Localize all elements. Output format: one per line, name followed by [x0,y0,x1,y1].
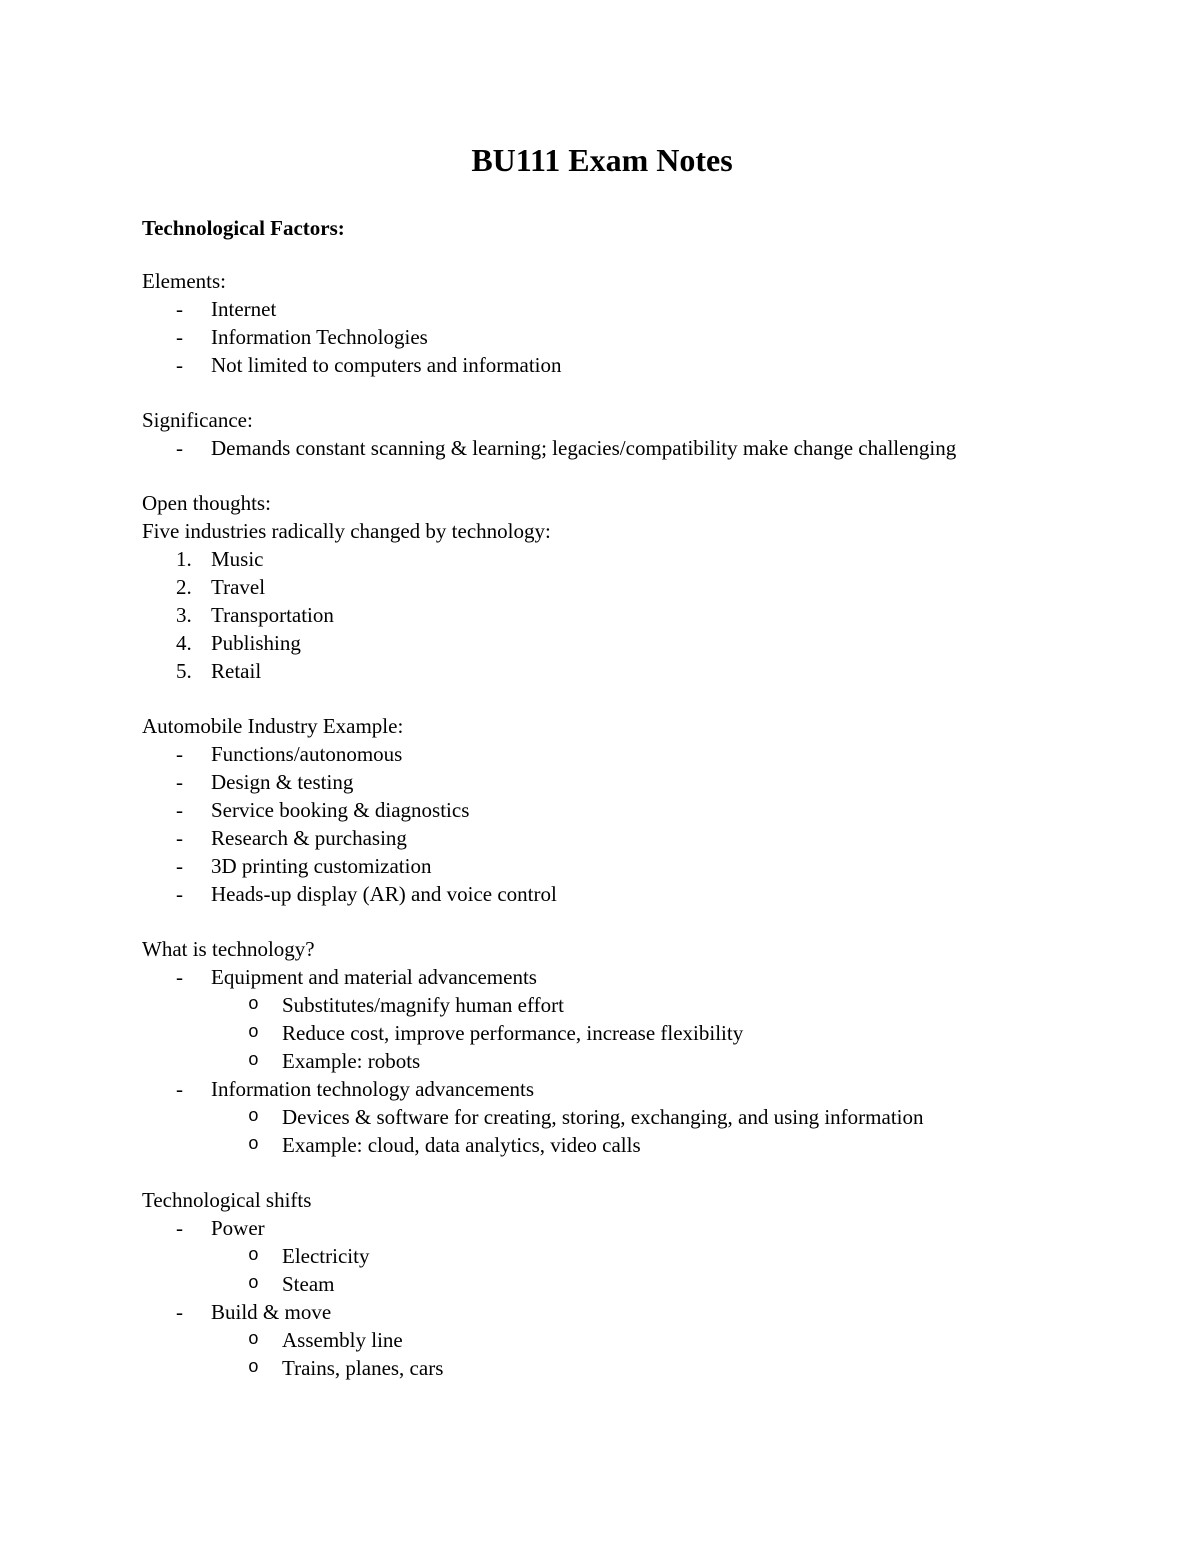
number-marker: 3. [176,603,192,627]
circle-marker: o [248,1358,259,1378]
list-item [142,740,1062,768]
circle-marker: o [248,1135,259,1155]
circle-marker: o [248,995,259,1015]
list-item [142,852,1062,880]
sub-list-item [142,1131,1062,1159]
list-item-text: Heads-up display (AR) and voice control [211,882,557,906]
list-item-text: Service booking & diagnostics [211,798,470,822]
dash-marker: - [176,826,183,850]
list-item [142,323,1062,351]
sub-item-text: Example: cloud, data analytics, video calls [282,1133,641,1157]
sub-list [142,1103,1062,1159]
circle-marker: o [248,1246,259,1266]
list-item [142,295,1062,323]
circle-marker: o [248,1107,259,1127]
sub-list-item [142,1270,1062,1298]
dash-marker: - [176,1216,183,1240]
list-item-text: 3D printing customization [211,854,432,878]
sub-list-item [142,1019,1062,1047]
list-item [142,351,1062,379]
list-item [142,629,1062,657]
sub-item-text: Reduce cost, improve performance, increase flexibility [282,1021,744,1045]
section-heading: Technological Factors: [142,216,345,240]
page-title: BU111 Exam Notes [471,142,733,178]
dash-marker: - [176,770,183,794]
list-item [142,545,1062,573]
sub-item-text: Substitutes/magnify human effort [282,993,564,1017]
sub-item-text: Steam [282,1272,335,1296]
sub-item-text: Assembly line [282,1328,403,1352]
sub-list-item [142,1242,1062,1270]
list-item-text: Publishing [211,631,301,655]
circle-marker: o [248,1051,259,1071]
list-item [142,796,1062,824]
list-item [142,768,1062,796]
sub-list [142,1242,1062,1298]
elements-label: Elements: [142,269,226,293]
circle-marker: o [248,1023,259,1043]
dash-marker: - [176,882,183,906]
list-item [142,434,1062,462]
dash-marker: - [176,965,183,989]
dash-marker: - [176,854,183,878]
circle-marker: o [248,1330,259,1350]
list-item-text: Research & purchasing [211,826,407,850]
dash-marker: - [176,742,183,766]
significance-list [142,434,1062,462]
list-item-text: Equipment and material advancements [211,965,537,989]
number-marker: 2. [176,575,192,599]
list-item-text: Demands constant scanning & learning; legacies/compatibility make change challenging [211,436,957,460]
dash-marker: - [176,325,183,349]
automobile-list [142,740,1062,908]
sub-list-item [142,1326,1062,1354]
number-marker: 5. [176,659,192,683]
sub-item-text: Devices & software for creating, storing, exchanging, and using information [282,1105,924,1129]
list-item-text: Travel [211,575,266,599]
open-thoughts-label: Open thoughts: [142,491,271,515]
sub-list [142,991,1062,1075]
list-item-text: Music [211,547,264,571]
dash-marker: - [176,1300,183,1324]
circle-marker: o [248,1274,259,1294]
automobile-label: Automobile Industry Example: [142,714,404,738]
list-item-text: Information technology advancements [211,1077,535,1101]
dash-marker: - [176,353,183,377]
open-thoughts-subtitle: Five industries radically changed by technology: [142,519,551,543]
list-item [142,1298,1062,1326]
list-item [142,657,1062,685]
sub-item-text: Trains, planes, cars [282,1356,444,1380]
sub-item-text: Electricity [282,1244,370,1268]
list-item-text: Transportation [211,603,334,627]
sub-list-item [142,1354,1062,1382]
list-item-text: Not limited to computers and information [211,353,562,377]
sub-list-item [142,1047,1062,1075]
list-item [142,601,1062,629]
list-item-text: Internet [211,297,277,321]
industries-list [142,545,1062,685]
list-item-text: Information Technologies [211,325,428,349]
sub-list-item [142,1103,1062,1131]
list-item [142,1214,1062,1242]
list-item-text: Design & testing [211,770,354,794]
list-item [142,963,1062,991]
what-is-tech-list [142,963,1062,1159]
sub-item-text: Example: robots [282,1049,421,1073]
what-is-tech-label: What is technology? [142,937,315,961]
document-page [142,140,1062,1382]
list-item-text: Power [211,1216,265,1240]
number-marker: 1. [176,547,192,571]
list-item [142,1075,1062,1103]
dash-marker: - [176,1077,183,1101]
dash-marker: - [176,436,183,460]
significance-label: Significance: [142,408,253,432]
elements-list [142,295,1062,379]
sub-list [142,1326,1062,1382]
number-marker: 4. [176,631,192,655]
dash-marker: - [176,798,183,822]
list-item-text: Build & move [211,1300,332,1324]
shifts-list [142,1214,1062,1382]
list-item [142,824,1062,852]
list-item [142,880,1062,908]
shifts-label: Technological shifts [142,1188,312,1212]
sub-list-item [142,991,1062,1019]
list-item-text: Retail [211,659,262,683]
list-item [142,573,1062,601]
dash-marker: - [176,297,183,321]
list-item-text: Functions/autonomous [211,742,403,766]
